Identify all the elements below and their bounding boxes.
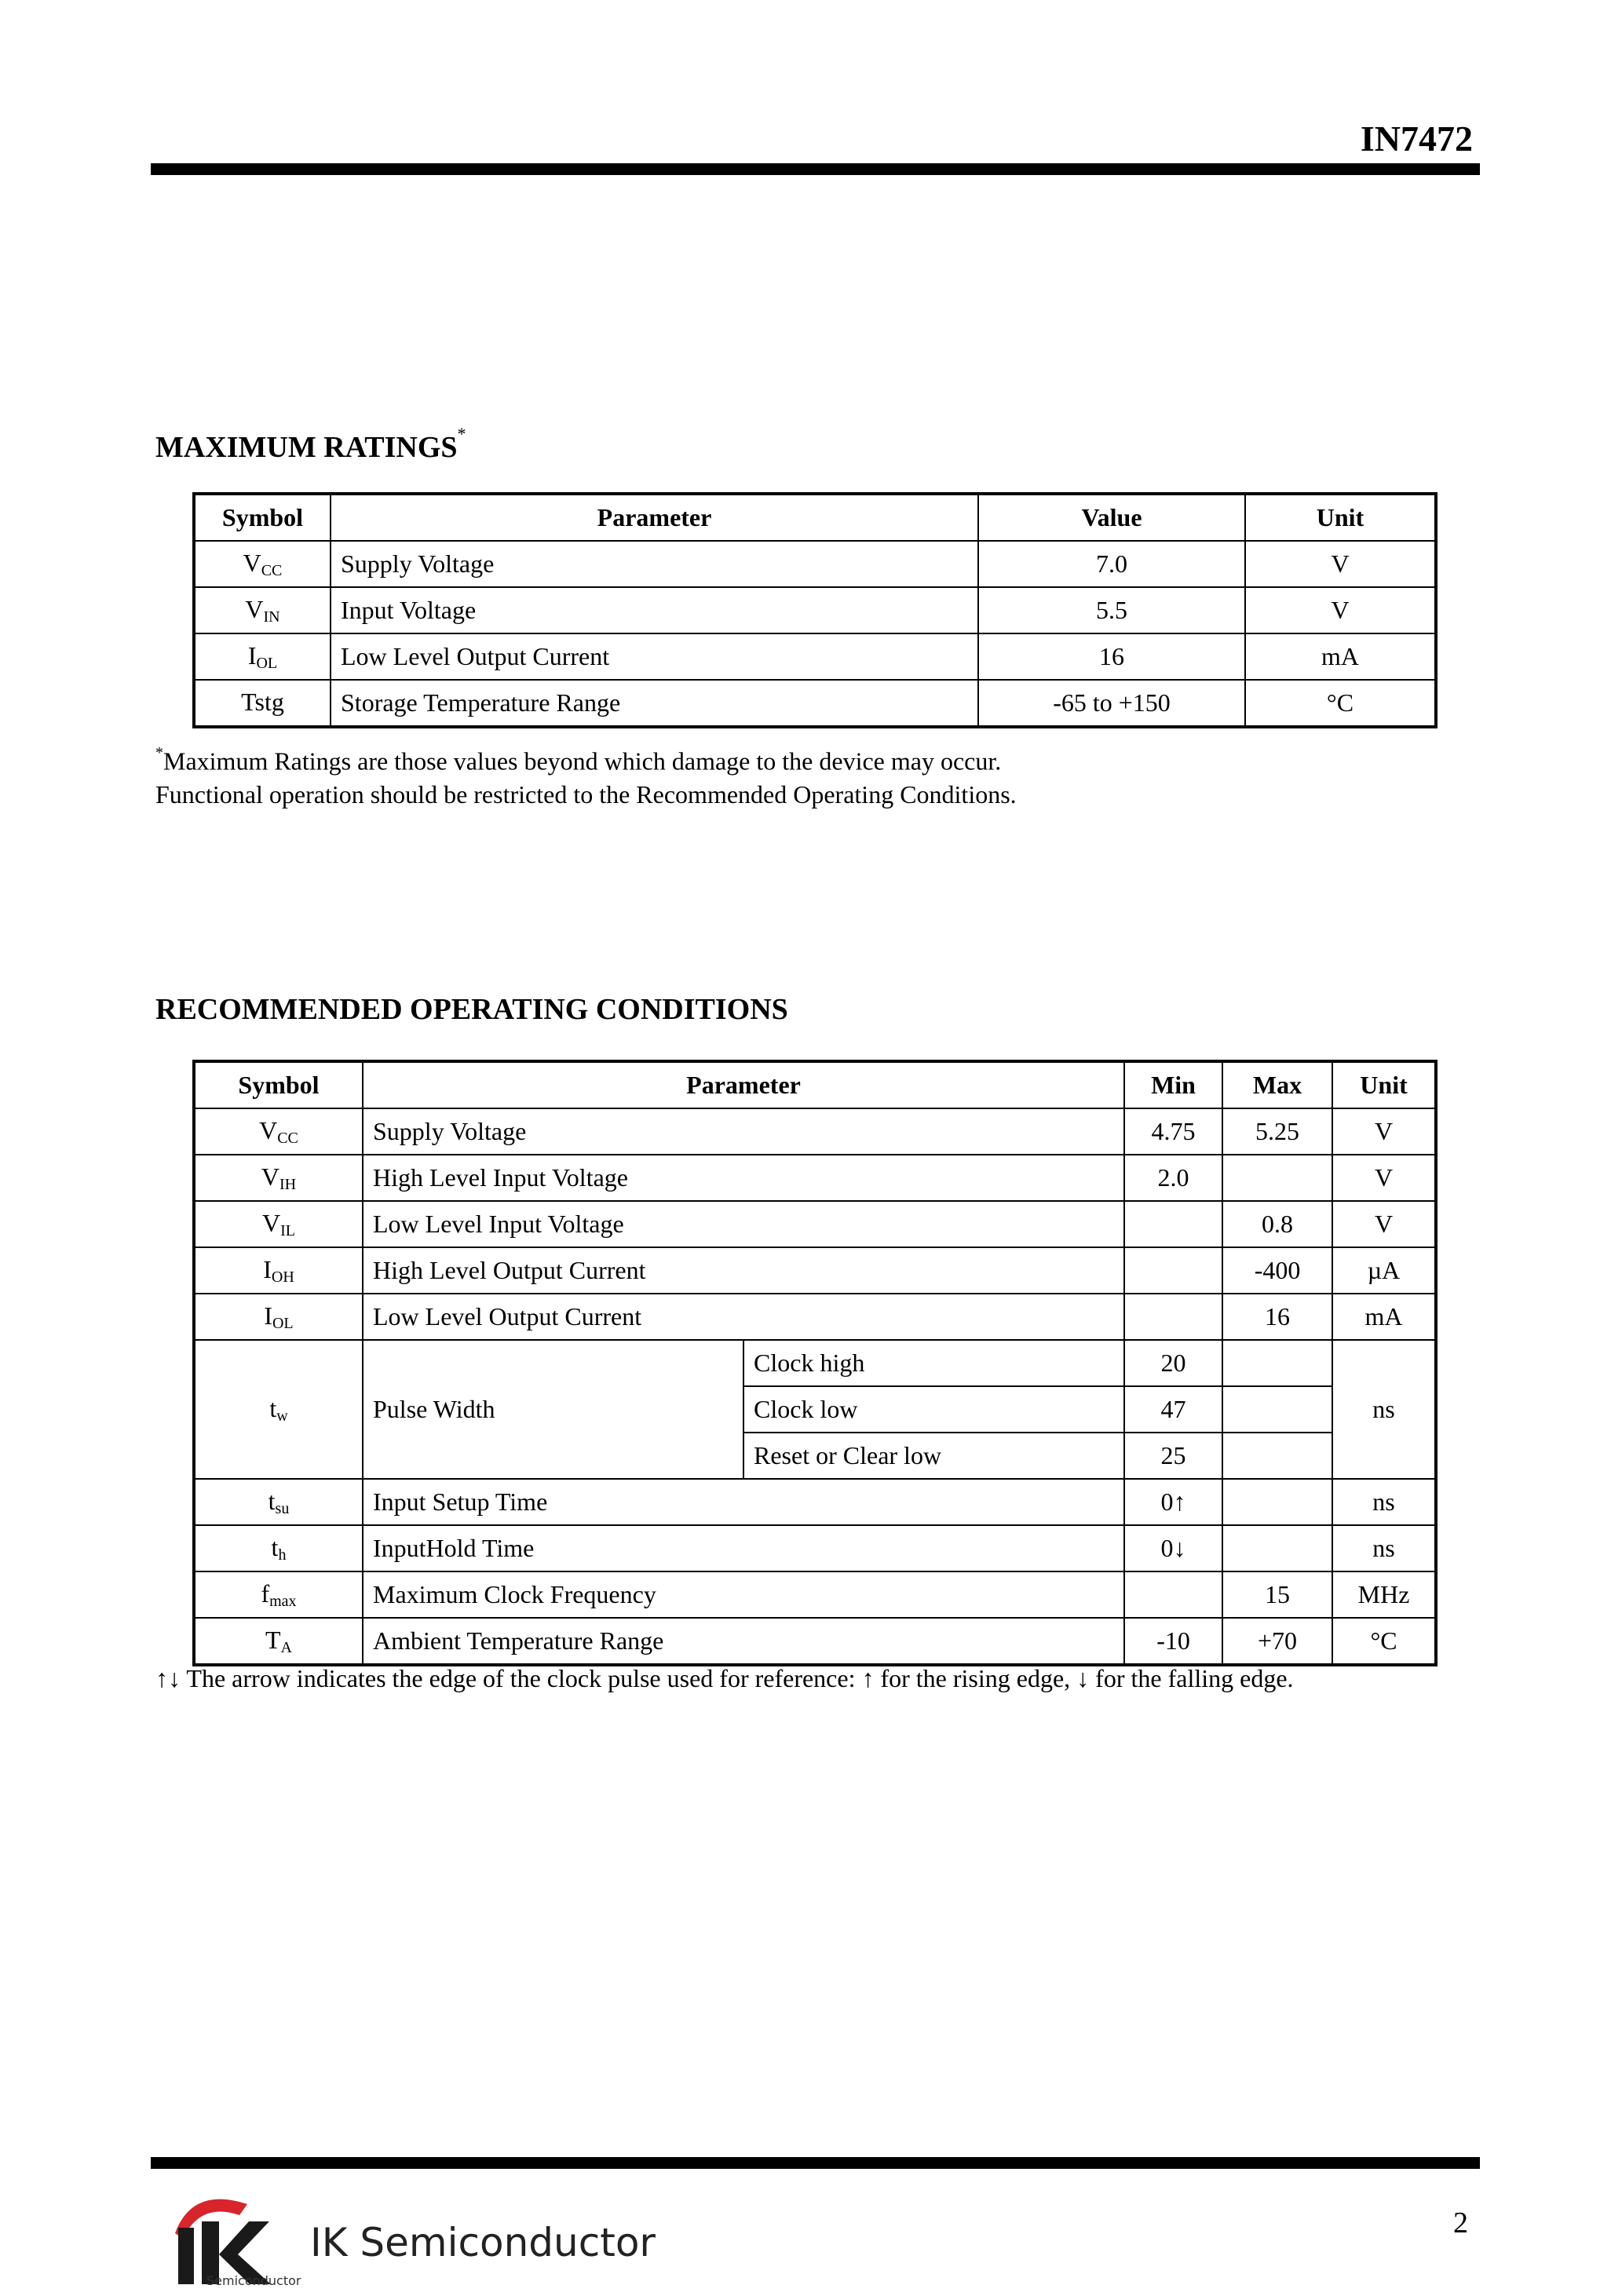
symbol-cell <box>194 633 331 680</box>
max-cell <box>1222 1340 1332 1386</box>
parameter-cell: Pulse Width <box>363 1340 743 1479</box>
symbol-cell <box>194 1108 363 1155</box>
max-cell <box>1222 1155 1332 1201</box>
max-ratings-title-mark: * <box>457 424 466 444</box>
table-row <box>194 680 1436 727</box>
max-ratings-note <box>155 739 1017 811</box>
parameter-cell: High Level Input Voltage <box>363 1155 1124 1201</box>
roc-footnote: ↑↓ The arrow indicates the edge of the clock pulse used for reference: ↑ for the rising edge, ↓ for the falling edge. <box>155 1664 1294 1692</box>
symbol-subscript: CC <box>277 1129 298 1147</box>
parameter-cell: Storage Temperature Range <box>331 680 978 727</box>
symbol-base: T <box>265 1625 281 1654</box>
condition-cell: Clock low <box>743 1386 1124 1433</box>
min-cell: 25 <box>1124 1433 1222 1479</box>
table-row <box>194 541 1436 587</box>
parameter-cell: Maximum Clock Frequency <box>363 1571 1124 1618</box>
table-row <box>194 1294 1436 1340</box>
symbol-cell <box>194 1479 363 1525</box>
symbol-base: t <box>271 1532 279 1561</box>
table-row <box>194 1571 1436 1618</box>
col-header: Symbol <box>194 1061 363 1108</box>
col-header: Parameter <box>331 494 978 541</box>
parameter-cell: InputHold Time <box>363 1525 1124 1571</box>
unit-cell: V <box>1245 541 1436 587</box>
logo-subtext: Semiconductor <box>206 2273 301 2288</box>
col-header: Unit <box>1332 1061 1436 1108</box>
symbol-cell <box>194 1571 363 1618</box>
max-cell: -400 <box>1222 1247 1332 1294</box>
symbol-base: t <box>269 1393 277 1422</box>
col-header: Parameter <box>363 1061 1124 1108</box>
table-row <box>194 587 1436 633</box>
max-cell: 5.25 <box>1222 1108 1332 1155</box>
unit-cell: V <box>1245 587 1436 633</box>
symbol-base: f <box>261 1579 270 1608</box>
condition-cell: Clock high <box>743 1340 1124 1386</box>
table-header-row <box>194 494 1436 541</box>
parameter-cell: High Level Output Current <box>363 1247 1124 1294</box>
unit-cell: µA <box>1332 1247 1436 1294</box>
table-row <box>194 633 1436 680</box>
unit-cell: V <box>1332 1155 1436 1201</box>
symbol-base: V <box>243 548 261 577</box>
min-cell: 0↓ <box>1124 1525 1222 1571</box>
parameter-cell: Supply Voltage <box>331 541 978 587</box>
parameter-cell: Ambient Temperature Range <box>363 1618 1124 1665</box>
parameter-cell: Supply Voltage <box>363 1108 1124 1155</box>
parameter-cell: Low Level Output Current <box>331 633 978 680</box>
note-line-1-text: Maximum Ratings are those values beyond which damage to the device may occur. <box>163 746 1002 776</box>
parameter-cell: Low Level Input Voltage <box>363 1201 1124 1247</box>
unit-cell: ns <box>1332 1340 1436 1479</box>
parameter-cell: Input Setup Time <box>363 1479 1124 1525</box>
max-cell <box>1222 1386 1332 1433</box>
symbol-subscript: OL <box>272 1314 294 1332</box>
value-cell: 5.5 <box>978 587 1245 633</box>
value-cell: 16 <box>978 633 1245 680</box>
symbol-cell <box>194 1247 363 1294</box>
min-cell: 0↑ <box>1124 1479 1222 1525</box>
table-header-row <box>194 1061 1436 1108</box>
roc-table <box>192 1060 1438 1666</box>
symbol-cell <box>194 1155 363 1201</box>
symbol-cell <box>194 680 331 727</box>
note-mark: * <box>155 744 163 761</box>
symbol-cell <box>194 1294 363 1340</box>
min-cell <box>1124 1294 1222 1340</box>
symbol-base: Tstg <box>241 687 284 716</box>
table-row <box>194 1108 1436 1155</box>
min-cell: 20 <box>1124 1340 1222 1386</box>
condition-cell: Reset or Clear low <box>743 1433 1124 1479</box>
symbol-base: t <box>268 1486 276 1515</box>
symbol-subscript: OL <box>256 654 278 672</box>
min-cell <box>1124 1201 1222 1247</box>
table-row <box>194 1247 1436 1294</box>
symbol-base: V <box>245 594 264 623</box>
symbol-cell <box>194 541 331 587</box>
max-cell <box>1222 1525 1332 1571</box>
col-header: Min <box>1124 1061 1222 1108</box>
min-cell: 2.0 <box>1124 1155 1222 1201</box>
col-header: Symbol <box>194 494 331 541</box>
max-cell: 15 <box>1222 1571 1332 1618</box>
note-line-2: Functional operation should be restricted to the Recommended Operating Conditions. <box>155 779 1017 809</box>
symbol-subscript: CC <box>261 561 283 579</box>
symbol-base: V <box>262 1208 281 1237</box>
footer-rule <box>151 2157 1480 2169</box>
symbol-cell <box>194 1201 363 1247</box>
symbol-cell <box>194 1618 363 1665</box>
unit-cell: ns <box>1332 1525 1436 1571</box>
symbol-subscript: IL <box>280 1221 295 1239</box>
symbol-subscript: OH <box>271 1268 294 1286</box>
max-cell: +70 <box>1222 1618 1332 1665</box>
symbol-base: I <box>263 1254 272 1283</box>
col-header: Max <box>1222 1061 1332 1108</box>
symbol-subscript: max <box>269 1592 297 1610</box>
symbol-subscript: A <box>280 1638 292 1656</box>
min-cell <box>1124 1247 1222 1294</box>
symbol-base: I <box>264 1301 272 1330</box>
symbol-subscript: h <box>278 1546 287 1564</box>
symbol-subscript: IN <box>263 608 280 626</box>
unit-cell: mA <box>1332 1294 1436 1340</box>
company-logo <box>161 2190 656 2292</box>
unit-cell: MHz <box>1332 1571 1436 1618</box>
unit-cell: V <box>1332 1108 1436 1155</box>
max-ratings-title <box>155 424 466 465</box>
symbol-cell <box>194 1525 363 1571</box>
symbol-base: V <box>259 1115 278 1144</box>
symbol-subscript: su <box>275 1499 290 1517</box>
table-row <box>194 1479 1436 1525</box>
col-header: Unit <box>1245 494 1436 541</box>
table-row <box>194 1340 1436 1386</box>
value-cell: 7.0 <box>978 541 1245 587</box>
max-cell: 0.8 <box>1222 1201 1332 1247</box>
symbol-subscript: w <box>276 1407 288 1425</box>
page-number: 2 <box>1453 2207 1468 2239</box>
symbol-cell <box>194 587 331 633</box>
symbol-cell <box>194 1340 363 1479</box>
note-line-1 <box>155 739 1017 778</box>
logo-text: IK Semiconductor <box>310 2220 656 2265</box>
unit-cell: V <box>1332 1201 1436 1247</box>
symbol-base: I <box>247 641 257 670</box>
max-ratings-table <box>192 492 1438 728</box>
document-id: IN7472 <box>1360 119 1473 159</box>
parameter-cell: Low Level Output Current <box>363 1294 1124 1340</box>
unit-cell: °C <box>1245 680 1436 727</box>
unit-cell: mA <box>1245 633 1436 680</box>
parameter-cell: Input Voltage <box>331 587 978 633</box>
table-row <box>194 1155 1436 1201</box>
min-cell <box>1124 1571 1222 1618</box>
col-header: Value <box>978 494 1245 541</box>
max-cell <box>1222 1433 1332 1479</box>
max-cell <box>1222 1479 1332 1525</box>
min-cell: -10 <box>1124 1618 1222 1665</box>
unit-cell: °C <box>1332 1618 1436 1665</box>
symbol-subscript: IH <box>279 1175 297 1193</box>
min-cell: 4.75 <box>1124 1108 1222 1155</box>
header-rule <box>151 163 1480 175</box>
table-row <box>194 1525 1436 1571</box>
min-cell: 47 <box>1124 1386 1222 1433</box>
table-row <box>194 1201 1436 1247</box>
value-cell: -65 to +150 <box>978 680 1245 727</box>
symbol-base: V <box>261 1162 279 1191</box>
max-cell: 16 <box>1222 1294 1332 1340</box>
unit-cell: ns <box>1332 1479 1436 1525</box>
table-row <box>194 1618 1436 1665</box>
roc-title: RECOMMENDED OPERATING CONDITIONS <box>155 993 788 1026</box>
max-ratings-title-text: MAXIMUM RATINGS <box>155 431 458 464</box>
